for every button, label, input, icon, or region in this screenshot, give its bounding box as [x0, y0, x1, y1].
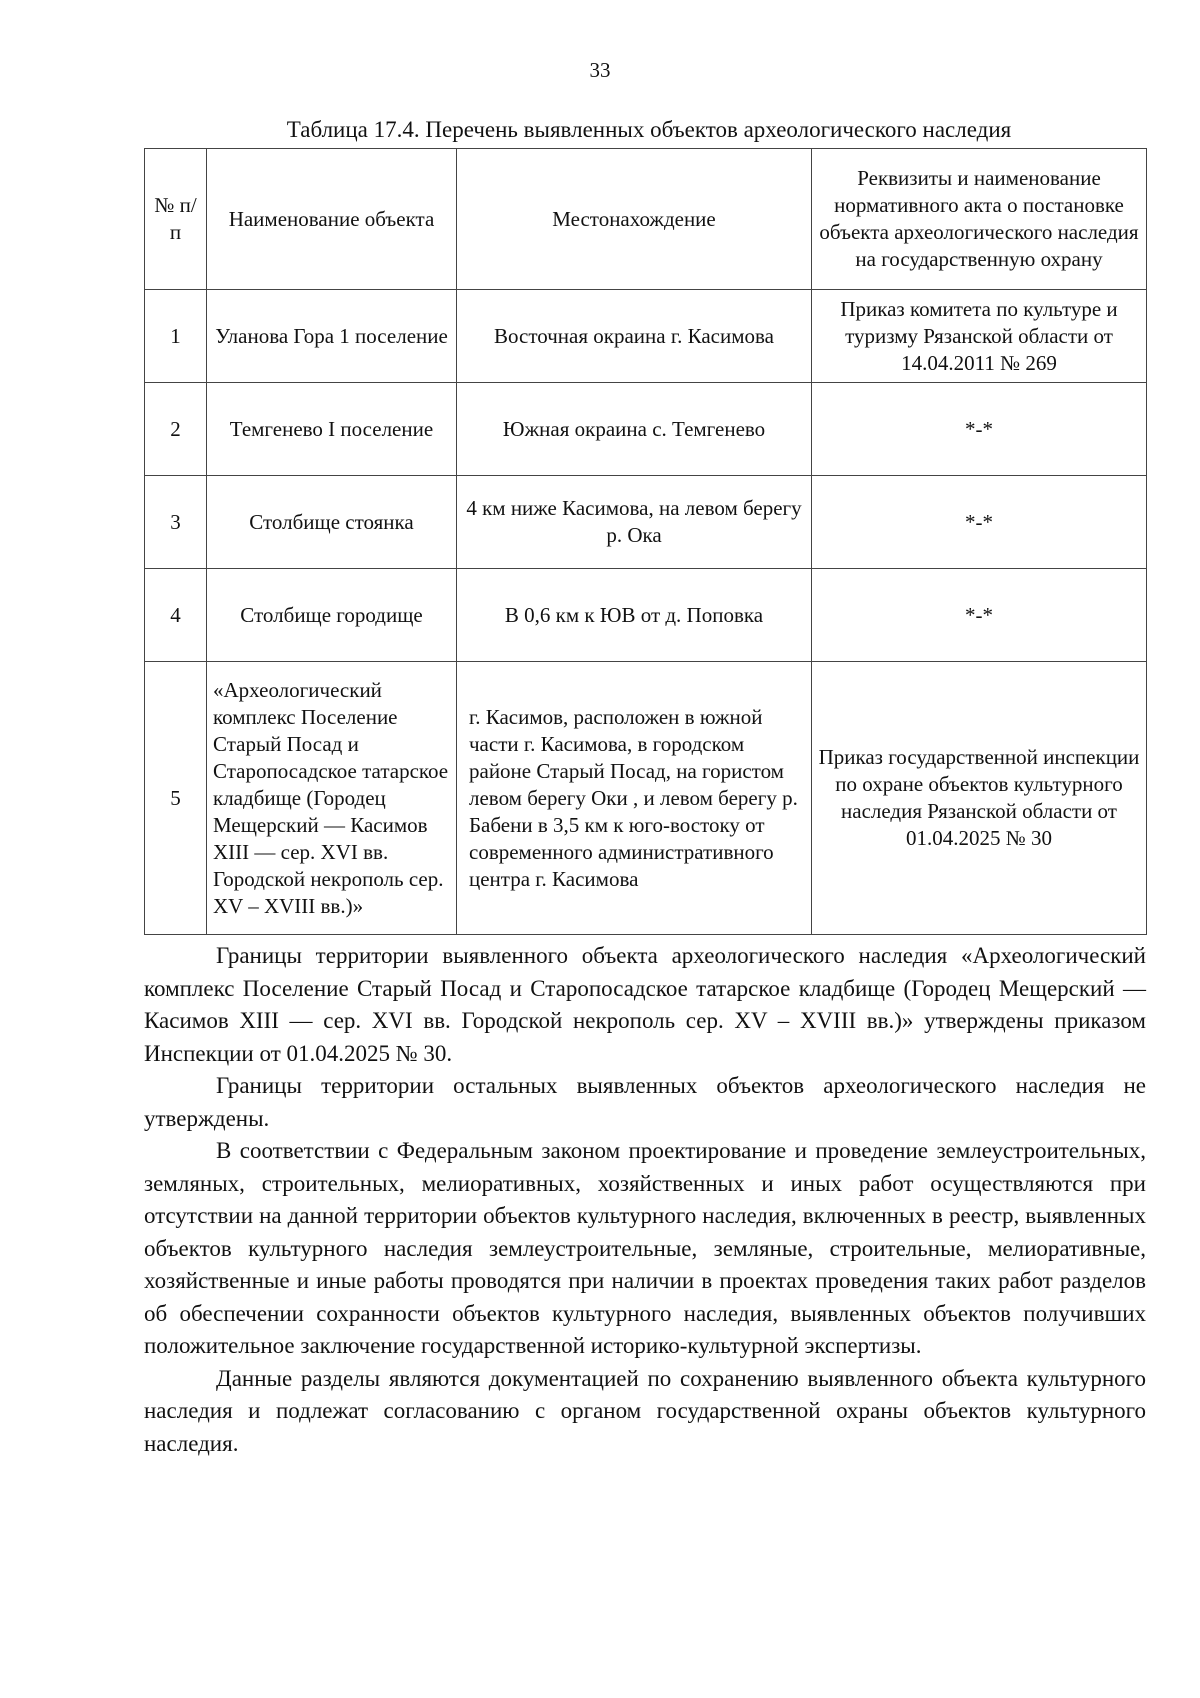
cell-location: Южная окраина с. Темгенево: [457, 383, 812, 476]
cell-object-name: Темгенево I поселение: [207, 383, 457, 476]
paragraph: Границы территории остальных выявленных объектов археологического наследия не утверждены.: [144, 1073, 1146, 1131]
cell-number: 2: [145, 383, 207, 476]
header-legal-act: Реквизиты и наименование нормативного акта о постановке объекта археологического наследия на государственную охрану: [812, 149, 1147, 290]
cell-number: 3: [145, 476, 207, 569]
table-row: [145, 476, 1147, 569]
paragraph: Границы территории выявленного объекта археологического наследия «Археологический комплекс Поселение Старый Посад и Старопосадское татарское кладбище (Городец Мещерский — Касимов XIII — сер. XVI вв. Городской некрополь сер. XV – XVIII вв.)» утверждены приказом Инспекции от 01.04.2025 № 30.: [144, 943, 1146, 1066]
cell-number: 1: [145, 290, 207, 383]
cell-location: В 0,6 км к ЮВ от д. Поповка: [457, 569, 812, 662]
cell-location: г. Касимов, расположен в южной части г. Касимова, в городском районе Старый Посад, на гористом левом берегу Оки , и левом берегу р. Бабени в 3,5 км к юго-востоку от современного административного центра г. Касимова: [457, 662, 812, 935]
archaeological-objects-table: [144, 148, 1147, 935]
cell-number: 5: [145, 662, 207, 935]
table-row: [145, 662, 1147, 935]
table-header-row: [145, 149, 1147, 290]
paragraph: В соответствии с Федеральным законом проектирование и проведение землеустроительных, земляных, строительных, мелиоративных, хозяйственных и иных работ осуществляются при отсутствии на данной территории объектов культурного наследия, включенных в реестр, выявленных объектов культурного наследия землеустроительные, земляные, строительные, мелиоративные, хозяйственные и иные работы проводятся при наличии в проектах проведения таких работ разделов об обеспечении сохранности объектов культурного наследия, выявленных объектов получивших положительное заключение государственной историко-культурной экспертизы.: [144, 1138, 1146, 1358]
cell-object-name: «Археологический комплекс Поселение Старый Посад и Старопосадское татарское кладбище (Городец Мещерский — Касимов XIII — сер. XVI вв. Городской некрополь сер. XV – XVIII вв.)»: [207, 662, 457, 935]
page-number: 33: [589, 58, 611, 82]
cell-location: 4 км ниже Касимова, на левом берегу р. Ока: [457, 476, 812, 569]
header-number: № п/п: [145, 149, 207, 290]
cell-object-name: Уланова Гора 1 поселение: [207, 290, 457, 383]
cell-legal-act: *-*: [812, 476, 1147, 569]
body-text: [144, 940, 1146, 1460]
table-title: Таблица 17.4. Перечень выявленных объектов археологического наследия: [286, 117, 1012, 142]
cell-legal-act: *-*: [812, 383, 1147, 476]
cell-number: 4: [145, 569, 207, 662]
paragraph: Данные разделы являются документацией по сохранению выявленного объекта культурного наследия и подлежат согласованию с органом государственной охраны объектов культурного наследия.: [144, 1365, 1146, 1456]
cell-legal-act: *-*: [812, 569, 1147, 662]
header-object-name: Наименование объекта: [207, 149, 457, 290]
table-row: [145, 569, 1147, 662]
cell-legal-act: Приказ государственной инспекции по охране объектов культурного наследия Рязанской области от 01.04.2025 № 30: [812, 662, 1147, 935]
header-location: Местонахождение: [457, 149, 812, 290]
cell-object-name: Столбище стоянка: [207, 476, 457, 569]
table-row: [145, 383, 1147, 476]
cell-legal-act: Приказ комитета по культуре и туризму Рязанской области от 14.04.2011 № 269: [812, 290, 1147, 383]
cell-location: Восточная окраина г. Касимова: [457, 290, 812, 383]
cell-object-name: Столбище городище: [207, 569, 457, 662]
table-row: [145, 290, 1147, 383]
